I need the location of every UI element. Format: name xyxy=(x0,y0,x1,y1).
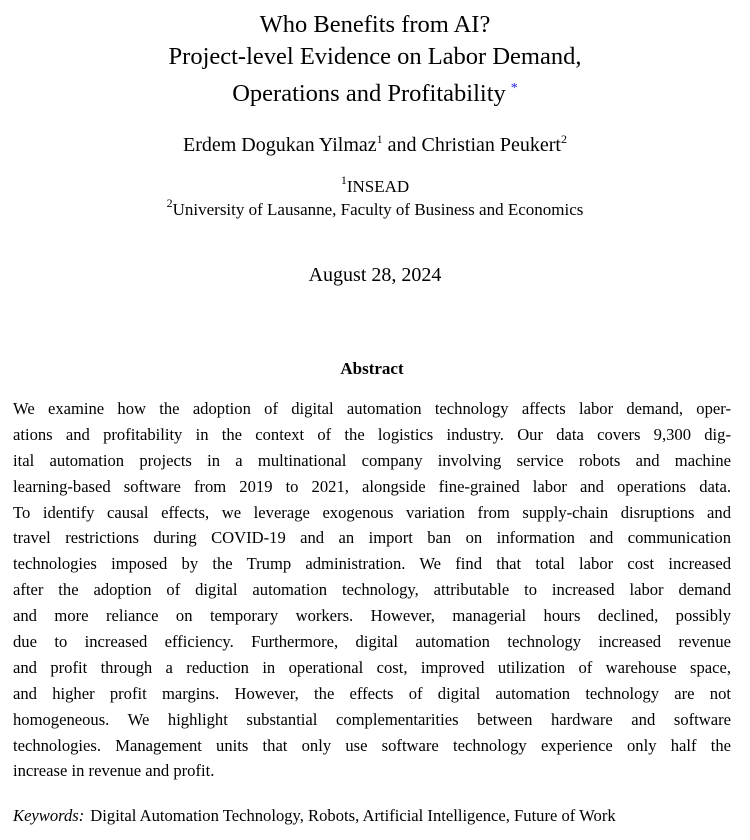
title-line-3 xyxy=(0,73,750,110)
author-name-1: Erdem Dogukan Yilmaz xyxy=(183,134,377,156)
affiliation-2-name: University of Lausanne, Faculty of Business and Economics xyxy=(172,200,584,219)
author-1-affiliation-mark: 1 xyxy=(376,132,383,146)
keywords-label: Keywords: xyxy=(13,806,85,825)
author-connector: and xyxy=(387,134,417,156)
title-footnote-link[interactable]: * xyxy=(510,81,518,96)
abstract-line: and more reliance on temporary workers. However, managerial hours declined, possibly xyxy=(13,606,731,626)
title-line-2: Project-level Evidence on Labor Demand, xyxy=(168,43,582,70)
abstract-line: due to increased efficiency. Furthermore, digital automation technology increased revenue xyxy=(13,632,731,652)
affiliation-2 xyxy=(0,196,750,221)
abstract-body xyxy=(13,396,731,784)
paper-date: August 28, 2024 xyxy=(308,264,442,286)
abstract-line: travel restrictions during COVID-19 and an import ban on information and communication xyxy=(13,528,731,548)
author-list xyxy=(0,132,750,158)
paper-title xyxy=(0,9,750,110)
abstract-line-last: increase in revenue and profit. xyxy=(13,761,215,781)
affiliation-1-mark: 1 xyxy=(340,173,347,187)
abstract-line: homogeneous. We highlight substantial complementarities between hardware and software xyxy=(13,709,731,729)
abstract-line: and profit through a reduction in operational cost, improved utilization of warehouse space, xyxy=(13,657,731,677)
affiliation-1 xyxy=(0,173,750,198)
abstract-line: and higher profit margins. However, the effects of digital automation technology are not xyxy=(13,683,731,703)
abstract-line: technologies imposed by the Trump administration. We find that total labor cost increased xyxy=(13,554,731,574)
abstract-line: after the adoption of digital automation technology, attributable to increased labor demand xyxy=(13,580,731,600)
abstract-heading: Abstract xyxy=(340,359,404,378)
author-name-2: Christian Peukert xyxy=(421,134,561,156)
abstract-line: ations and profitability in the context of the logistics industry. Our data covers 9,300 dig- xyxy=(13,424,731,444)
abstract-line: We examine how the adoption of digital automation technology affects labor demand, oper- xyxy=(13,399,731,418)
author-2-affiliation-mark: 2 xyxy=(560,132,567,146)
abstract-line: To identify causal effects, we leverage exogenous variation from supply-chain disruptions and xyxy=(13,502,731,522)
affiliation-1-name: INSEAD xyxy=(346,177,410,196)
abstract-line: ital automation projects in a multinational company involving service robots and machine xyxy=(13,450,731,470)
keywords xyxy=(13,804,738,828)
affiliation-2-mark: 2 xyxy=(166,196,173,210)
title-line-1: Who Benefits from AI? xyxy=(259,11,491,38)
abstract-line: technologies. Management units that only use software technology experience only half the xyxy=(13,735,731,755)
abstract-line: learning-based software from 2019 to 2021, alongside fine-grained labor and operations data. xyxy=(13,476,731,496)
keywords-list: Digital Automation Technology, Robots, Artificial Intelligence, Future of Work xyxy=(90,806,616,825)
title-line-3-text: Operations and Profitability xyxy=(232,80,506,107)
